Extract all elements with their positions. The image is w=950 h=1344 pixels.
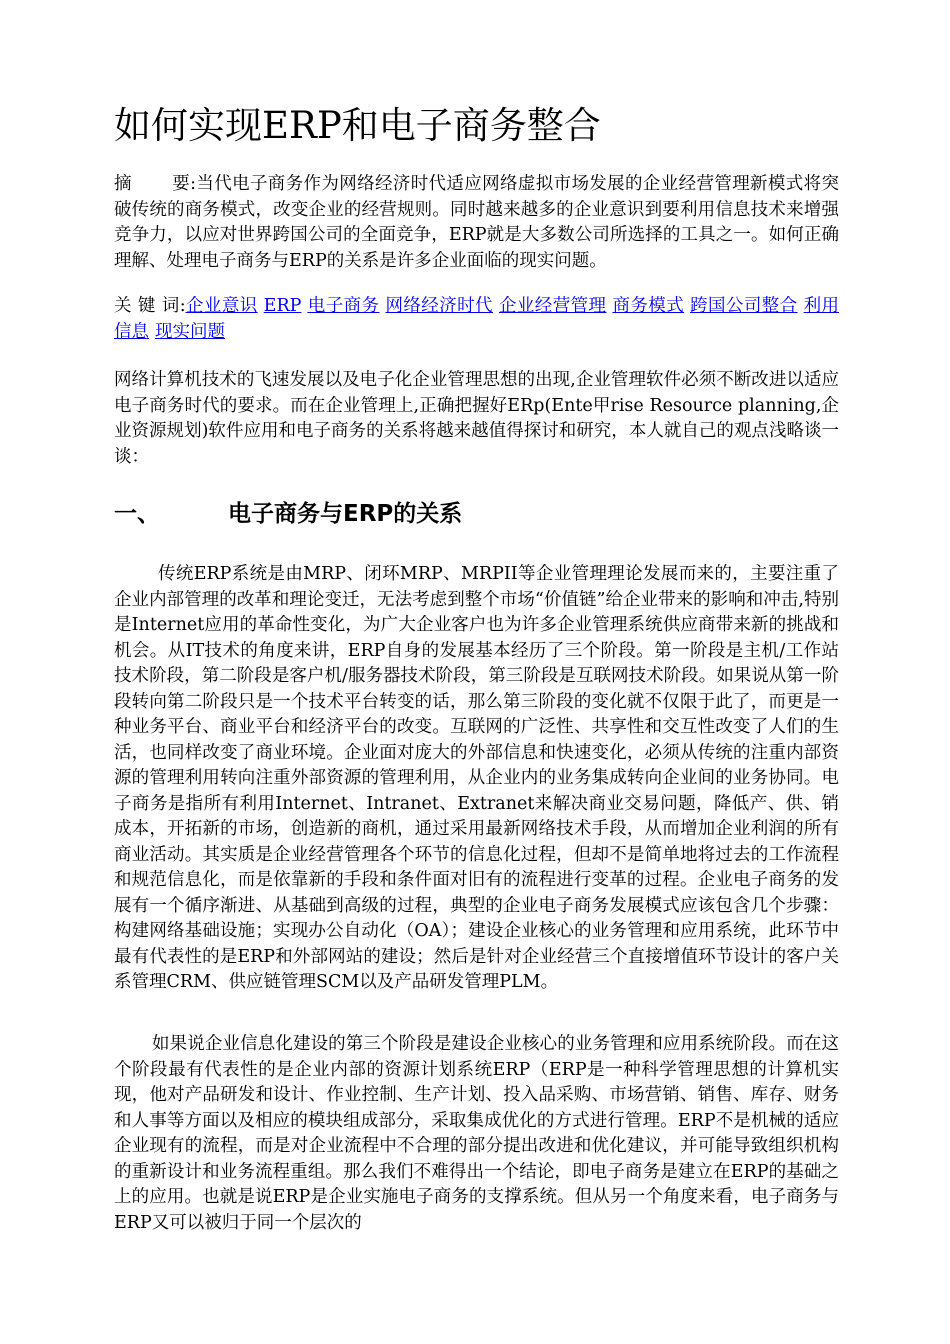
keyword-link[interactable]: 企业经营管理 (498, 296, 607, 316)
keywords (114, 294, 839, 345)
keyword-link[interactable]: 跨国公司整合 (690, 296, 798, 316)
keywords-label: 关 键 词: (114, 296, 186, 316)
intro-paragraph: 网络计算机技术的飞速发展以及电子化企业管理思想的出现,企业管理软件必须不断改进以适应电子商务时代的要求。而在企业管理上,正确把握好ERp(Ente甲rise Resource planning,企业资源规划)软件应用和电子商务的关系将越来越值得探讨和研究，本人就自己的观点浅略谈一谈： (114, 370, 839, 467)
abstract-label-a: 摘 (114, 174, 132, 194)
abstract (114, 172, 839, 274)
keyword-link[interactable]: 网络经济时代 (385, 296, 493, 316)
keyword-link[interactable]: 利用信息 (114, 296, 840, 342)
abstract-label-b: 要: (171, 174, 196, 194)
section-number: 一、 (114, 501, 160, 527)
keyword-link[interactable]: 商务模式 (612, 296, 685, 316)
section-title: 电子商务与ERP的关系 (228, 501, 463, 527)
abstract-text: 当代电子商务作为网络经济时代适应网络虚拟市场发展的企业经营管理新模式将突破传统的商务模式，改变企业的经营规则。同时越来越多的企业意识到要利用信息技术来增强竞争力，以应对世界跨国公司的全面竞争，ERP就是大多数公司所选择的工具之一。如何正确理解、处理电子商务与ERP的关系是许多企业面临的现实问题。 (114, 174, 840, 271)
keyword-link[interactable]: 电子商务 (307, 296, 380, 316)
keyword-link[interactable]: ERP (263, 296, 302, 316)
keyword-link[interactable]: 现实问题 (155, 321, 225, 342)
keyword-link[interactable]: 企业意识 (185, 296, 258, 316)
body-paragraph: 传统ERP系统是由MRP、闭环MRP、MRPII等企业管理理论发展而来的，主要注重了企业内部管理的改革和理论变迁，无法考虑到整个市场“价值链”给企业带来的影响和冲击,特别是Internet应用的革命性变化，为广大企业客户也为许多企业管理系统供应商带来新的挑战和机会。从IT技术的角度来讲，ERP自身的发展基本经历了三个阶段。第一阶段是主机/工作站技术阶段，第二阶段是客户机/服务器技术阶段，第三阶段是互联网技术阶段。如果说从第一阶段转向第二阶段只是一个技术平台转变的话，那么第三阶段的变化就不仅限于此了，而更是一种业务平台、商业平台和经济平台的改变。互联网的广泛性、共享性和交互性改变了人们的生活，也同样改变了商业环境。企业面对庞大的外部信息和快速变化，必须从传统的注重内部资源的管理利用转向注重外部资源的管理利用，从企业内的业务集成转向企业间的业务协同。电子商务是指所有利用Internet、Intranet、Extranet来解决商业交易问题，降低产、供、销成本，开拓新的市场，创造新的商机，通过采用最新网络技术手段，从而增加企业利润的所有商业活动。其实质是企业经营管理各个环节的信息化过程，但却不是简单地将过去的工作流程和规范信息化，而是依靠新的手段和条件面对旧有的流程进行变革的过程。企业电子商务的发展有一个循序渐进、从基础到高级的过程，典型的企业电子商务发展模式应该包含几个步骤：构建网络基础设施；实现办公自动化（OA）；建设企业核心的业务管理和应用系统，此环节中最有代表性的是ERP和外部网站的建设；然后是针对企业经营三个直接增值环节设计的客户关系管理CRM、供应链管理SCM以及产品研发管理PLM。 (114, 564, 839, 992)
body-paragraph: 如果说企业信息化建设的第三个阶段是建设企业核心的业务管理和应用系统阶段。而在这个阶段最有代表性的是企业内部的资源计划系统ERP（ERP是一种科学管理思想的计算机实现，他对产品研发和设计、作业控制、生产计划、投入品采购、市场营销、销售、库存、财务和人事等方面以及相应的模块组成部分，采取集成优化的方式进行管理。ERP不是机械的适应企业现有的流程，而是对企业流程中不合理的部分提出改进和优化建议，并可能导致组织机构的重新设计和业务流程重组。那么我们不难得出一个结论，即电子商务是建立在ERP的基础之上的应用。也就是说ERP是企业实施电子商务的支撑系统。但从另一个角度来看，电子商务与ERP又可以被归于同一个层次的 (114, 1034, 839, 1233)
section-heading (114, 496, 839, 532)
page-title: 如何实现ERP和电子商务整合 (114, 104, 601, 147)
